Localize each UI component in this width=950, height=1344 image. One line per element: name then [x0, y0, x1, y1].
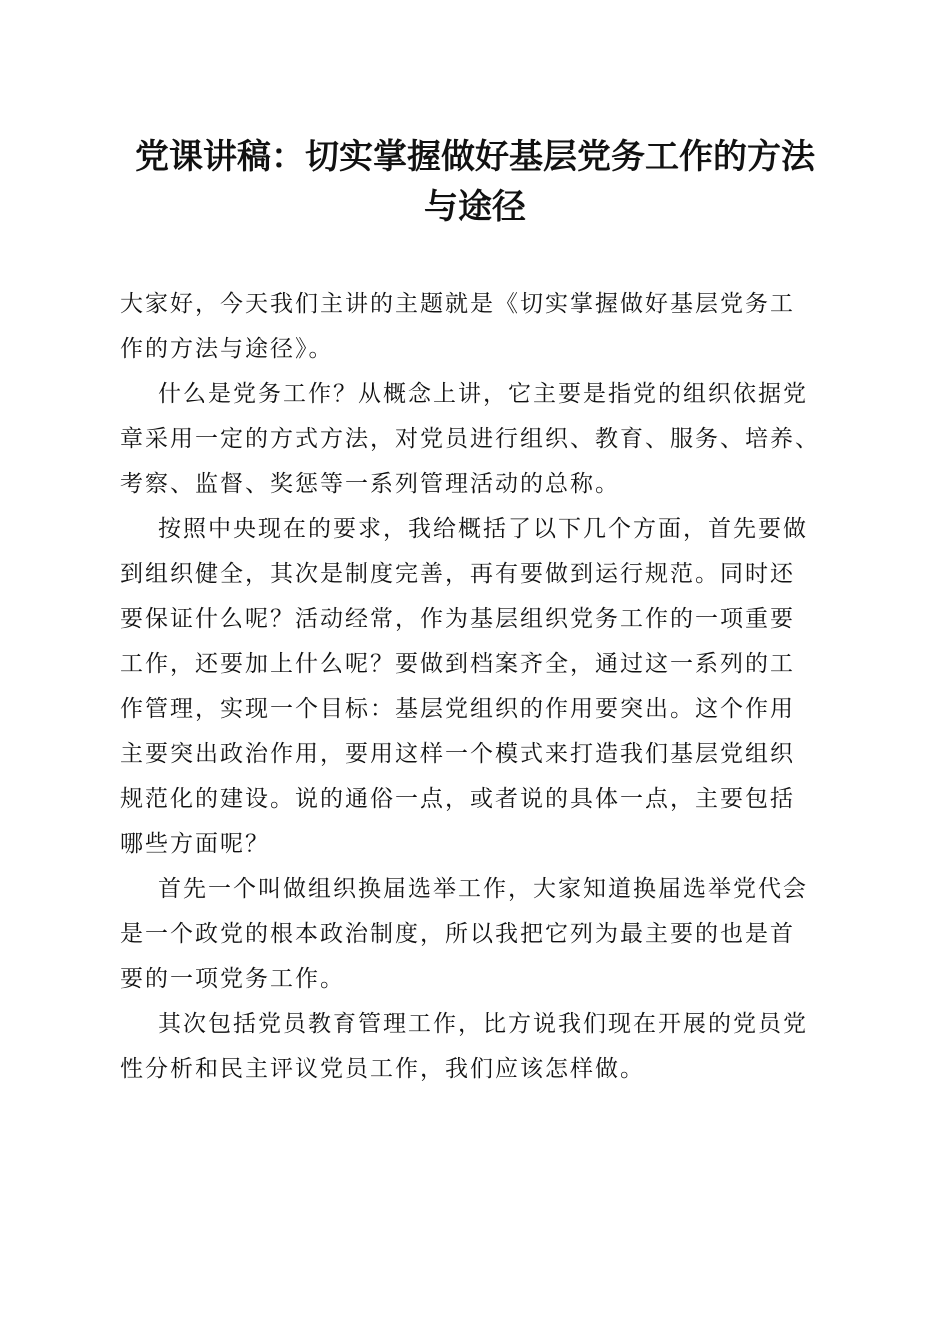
- title-line: 党课讲稿：切实掌握做好基层党务工作的方法: [135, 137, 815, 177]
- text-line: 到组织健全，其次是制度完善，再有要做到运行规范。同时还: [120, 561, 795, 587]
- text-line: 工作，还要加上什么呢？要做到档案齐全，通过这一系列的工: [120, 651, 795, 677]
- text-line: 作的方法与途径》。: [120, 336, 334, 362]
- paragraph-requirements: [120, 507, 840, 867]
- paragraph-greeting: [120, 282, 840, 372]
- text-line: 哪些方面呢？: [120, 831, 270, 857]
- text-line: 性分析和民主评议党员工作，我们应该怎样做。: [120, 1056, 645, 1082]
- paragraph-definition: [120, 372, 840, 507]
- document-title: [110, 132, 840, 232]
- text-line: 大家好，今天我们主讲的主题就是《切实掌握做好基层党务工: [120, 291, 795, 317]
- text-line: 规范化的建设。说的通俗一点，或者说的具体一点，主要包括: [120, 786, 795, 812]
- paragraph-education: [120, 1002, 840, 1092]
- text-line: 作管理，实现一个目标：基层党组织的作用要突出。这个作用: [120, 696, 795, 722]
- paragraph-elections: [120, 867, 840, 1002]
- text-line: 首先一个叫做组织换届选举工作，大家知道换届选举党代会: [158, 876, 808, 902]
- text-line: 主要突出政治作用，要用这样一个模式来打造我们基层党组织: [120, 741, 795, 767]
- document-body: [120, 282, 840, 1092]
- text-line: 什么是党务工作？从概念上讲，它主要是指党的组织依据党: [158, 381, 808, 407]
- text-line: 其次包括党员教育管理工作，比方说我们现在开展的党员党: [158, 1011, 808, 1037]
- text-line: 按照中央现在的要求，我给概括了以下几个方面，首先要做: [158, 516, 808, 542]
- text-line: 章采用一定的方式方法，对党员进行组织、教育、服务、培养、: [120, 426, 820, 452]
- title-line: 与途径: [424, 187, 526, 227]
- text-line: 考察、监督、奖惩等一系列管理活动的总称。: [120, 471, 620, 497]
- text-line: 是一个政党的根本政治制度，所以我把它列为最主要的也是首: [120, 921, 795, 947]
- text-line: 要保证什么呢？活动经常，作为基层组织党务工作的一项重要: [120, 606, 795, 632]
- text-line: 要的一项党务工作。: [120, 966, 345, 992]
